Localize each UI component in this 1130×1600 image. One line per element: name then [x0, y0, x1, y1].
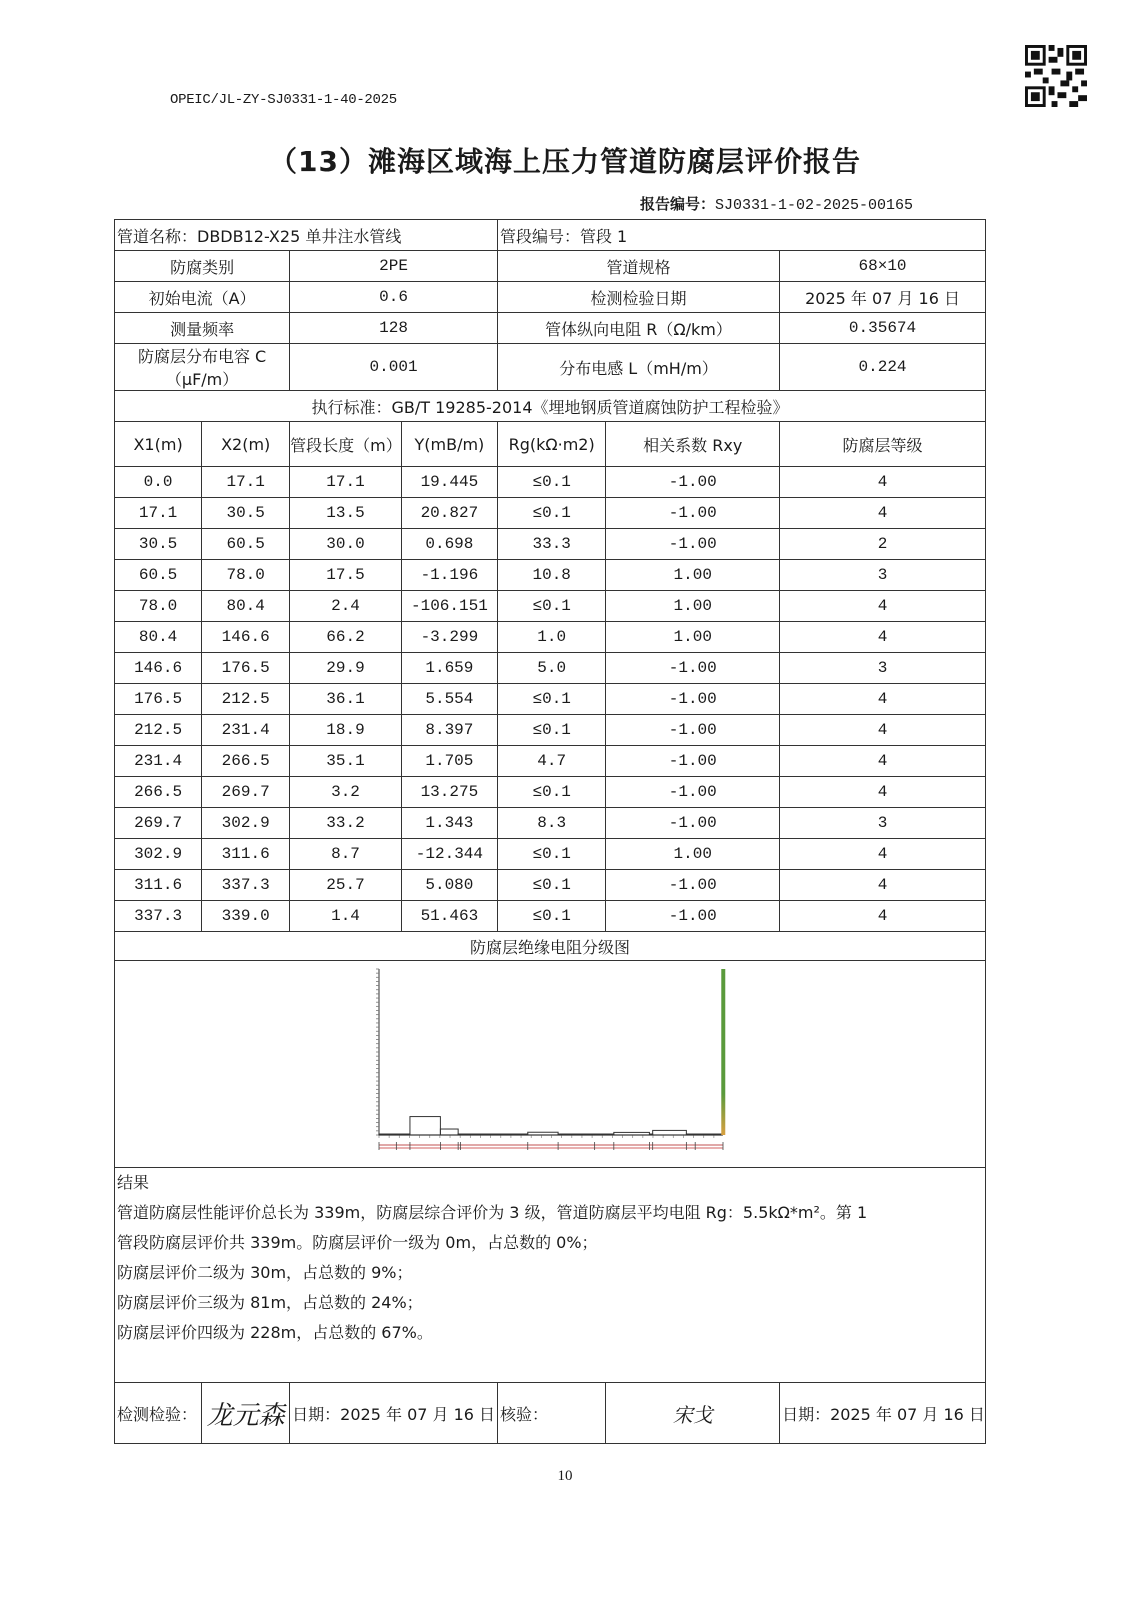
- info-key: 防腐类别: [115, 251, 290, 282]
- page-title: （13）滩海区域海上压力管道防腐层评价报告: [269, 145, 861, 178]
- segment-bar: [396, 1134, 410, 1135]
- length-cell: 2.4: [290, 591, 402, 622]
- table-row: [115, 715, 986, 746]
- y-cell: 13.275: [401, 777, 497, 808]
- info-value: 0.6: [290, 282, 498, 313]
- chart-cell: [115, 961, 986, 1168]
- table-row: [115, 746, 986, 777]
- x2-cell: 78.0: [202, 560, 290, 591]
- x1-cell: 302.9: [115, 839, 202, 870]
- pipeline-header-row: [115, 220, 986, 251]
- column-header: 防腐层等级: [780, 422, 986, 467]
- rxy-cell: -1.00: [606, 870, 780, 901]
- grade-cell: 3: [780, 653, 986, 684]
- y-cell: 20.827: [401, 498, 497, 529]
- rxy-cell: -1.00: [606, 777, 780, 808]
- x2-cell: 337.3: [202, 870, 290, 901]
- rg-cell: ≤0.1: [497, 901, 605, 932]
- document-id: OPEIC/JL-ZY-SJ0331-1-40-2025: [170, 92, 397, 108]
- segment-bar: [461, 1134, 528, 1135]
- table-row: [115, 870, 986, 901]
- qr-code-icon: [1025, 45, 1087, 107]
- chart-row: [115, 961, 986, 1168]
- rg-cell: 1.0: [497, 622, 605, 653]
- column-header: 管段长度（m）: [290, 422, 402, 467]
- x1-cell: 266.5: [115, 777, 202, 808]
- rxy-cell: 1.00: [606, 560, 780, 591]
- x1-cell: 0.0: [115, 467, 202, 498]
- info-value: 2025 年 07 月 16 日: [780, 282, 986, 313]
- length-cell: 25.7: [290, 870, 402, 901]
- table-row: [115, 808, 986, 839]
- info-value: 0.35674: [780, 313, 986, 344]
- info-key: 管道规格: [497, 251, 779, 282]
- y-cell: 1.659: [401, 653, 497, 684]
- y-cell: 5.554: [401, 684, 497, 715]
- standard-text: 执行标准：GB/T 19285-2014《埋地钢质管道腐蚀防护工程检验》: [115, 391, 986, 422]
- info-value: 68×10: [780, 251, 986, 282]
- info-row: [115, 313, 986, 344]
- x1-cell: 212.5: [115, 715, 202, 746]
- x1-cell: 311.6: [115, 870, 202, 901]
- grade-cell: 4: [780, 777, 986, 808]
- x2-cell: 339.0: [202, 901, 290, 932]
- rg-cell: ≤0.1: [497, 498, 605, 529]
- grade-cell: 4: [780, 498, 986, 529]
- length-cell: 13.5: [290, 498, 402, 529]
- grade-cell: 4: [780, 839, 986, 870]
- rg-cell: ≤0.1: [497, 777, 605, 808]
- segment-bar: [528, 1132, 558, 1135]
- x1-cell: 337.3: [115, 901, 202, 932]
- length-cell: 17.1: [290, 467, 402, 498]
- x1-cell: 30.5: [115, 529, 202, 560]
- segment-bar: [558, 1134, 595, 1135]
- info-key: 管体纵向电阻 R（Ω/km）: [497, 313, 779, 344]
- table-row: [115, 591, 986, 622]
- results-line: 管段防腐层评价共 339m。防腐层评价一级为 0m，占总数的 0%；: [117, 1233, 598, 1252]
- report-number: [640, 193, 913, 214]
- grade-cell: 3: [780, 808, 986, 839]
- results-line: 防腐层评价四级为 228m，占总数的 67%。: [117, 1323, 433, 1342]
- chart-title-row: [115, 932, 986, 961]
- x2-cell: 231.4: [202, 715, 290, 746]
- results-row: [115, 1168, 986, 1383]
- info-key: 检测检验日期: [497, 282, 779, 313]
- length-cell: 30.0: [290, 529, 402, 560]
- segment-bar: [595, 1134, 614, 1135]
- y-cell: 5.080: [401, 870, 497, 901]
- segment-number: 管段编号：管段 1: [497, 220, 985, 251]
- info-row: [115, 282, 986, 313]
- rg-cell: 10.8: [497, 560, 605, 591]
- table-row: [115, 839, 986, 870]
- info-key: 分布电感 L（mH/m）: [497, 344, 779, 391]
- x1-cell: 231.4: [115, 746, 202, 777]
- inspection-date: 日期：2025 年 07 月 16 日: [290, 1383, 498, 1444]
- grade-cell: 4: [780, 622, 986, 653]
- rxy-cell: 1.00: [606, 839, 780, 870]
- x1-cell: 17.1: [115, 498, 202, 529]
- length-cell: 8.7: [290, 839, 402, 870]
- results-heading: 结果: [117, 1173, 150, 1192]
- rxy-cell: -1.00: [606, 901, 780, 932]
- info-row: [115, 344, 986, 391]
- rxy-cell: -1.00: [606, 467, 780, 498]
- info-key: 测量频率: [115, 313, 290, 344]
- length-cell: 36.1: [290, 684, 402, 715]
- table-row: [115, 622, 986, 653]
- column-header: X2(m): [202, 422, 290, 467]
- insulation-resistance-chart: [365, 965, 737, 1161]
- x2-cell: 30.5: [202, 498, 290, 529]
- info-value: 128: [290, 313, 498, 344]
- reviewer-label: 核验：: [497, 1383, 605, 1444]
- info-key: 防腐层分布电容 C（μF/m）: [115, 344, 290, 391]
- pipeline-name: 管道名称：DBDB12-X25 单井注水管线: [115, 220, 498, 251]
- y-cell: 1.705: [401, 746, 497, 777]
- x2-cell: 266.5: [202, 746, 290, 777]
- y-cell: -12.344: [401, 839, 497, 870]
- segment-bar: [614, 1132, 650, 1135]
- column-header: Y(mB/m): [401, 422, 497, 467]
- standard-row: [115, 391, 986, 422]
- page-number: 10: [557, 1468, 573, 1484]
- rg-cell: 8.3: [497, 808, 605, 839]
- length-cell: 1.4: [290, 901, 402, 932]
- info-value: 2PE: [290, 251, 498, 282]
- x1-cell: 269.7: [115, 808, 202, 839]
- x2-cell: 60.5: [202, 529, 290, 560]
- rg-cell: ≤0.1: [497, 839, 605, 870]
- segment-bar: [440, 1129, 458, 1135]
- y-cell: 1.343: [401, 808, 497, 839]
- length-cell: 18.9: [290, 715, 402, 746]
- table-row: [115, 901, 986, 932]
- rxy-cell: -1.00: [606, 715, 780, 746]
- table-row: [115, 653, 986, 684]
- results-line: 管道防腐层性能评价总长为 339m，防腐层综合评价为 3 级，管道防腐层平均电阻 Rg：5.5kΩ*m²。第 1: [117, 1203, 868, 1222]
- rxy-cell: 1.00: [606, 622, 780, 653]
- reviewer-signature: 宋戈: [606, 1383, 780, 1444]
- rxy-cell: -1.00: [606, 684, 780, 715]
- signoff-row: [115, 1383, 986, 1444]
- grade-cell: 4: [780, 467, 986, 498]
- segment-bar: [686, 1134, 695, 1135]
- length-cell: 66.2: [290, 622, 402, 653]
- table-header-row: [115, 422, 986, 467]
- rxy-cell: -1.00: [606, 808, 780, 839]
- results-cell: [115, 1168, 986, 1383]
- results-line: 防腐层评价二级为 30m，占总数的 9%；: [117, 1263, 413, 1282]
- x1-cell: 176.5: [115, 684, 202, 715]
- x1-cell: 80.4: [115, 622, 202, 653]
- rxy-cell: -1.00: [606, 529, 780, 560]
- length-cell: 35.1: [290, 746, 402, 777]
- rg-cell: ≤0.1: [497, 591, 605, 622]
- segment-bar: [695, 1134, 721, 1135]
- table-row: [115, 560, 986, 591]
- x2-cell: 269.7: [202, 777, 290, 808]
- y-cell: 19.445: [401, 467, 497, 498]
- y-cell: -1.196: [401, 560, 497, 591]
- grade-cell: 3: [780, 560, 986, 591]
- info-key: 初始电流（A）: [115, 282, 290, 313]
- x2-cell: 176.5: [202, 653, 290, 684]
- x1-cell: 146.6: [115, 653, 202, 684]
- review-date: 日期：2025 年 07 月 16 日: [780, 1383, 986, 1444]
- marker-bar: [721, 969, 725, 1135]
- x2-cell: 212.5: [202, 684, 290, 715]
- x2-cell: 146.6: [202, 622, 290, 653]
- x2-cell: 17.1: [202, 467, 290, 498]
- rg-cell: 33.3: [497, 529, 605, 560]
- rg-cell: ≤0.1: [497, 684, 605, 715]
- column-header: 相关系数 Rxy: [606, 422, 780, 467]
- report-number-label: 报告编号：: [640, 195, 716, 213]
- column-header: Rg(kΩ·m2): [497, 422, 605, 467]
- rg-cell: ≤0.1: [497, 870, 605, 901]
- segment-bar: [410, 1117, 440, 1135]
- report-number-value: SJ0331-1-02-2025-00165: [715, 197, 914, 214]
- data-rows: [115, 467, 986, 932]
- length-cell: 33.2: [290, 808, 402, 839]
- y-cell: 0.698: [401, 529, 497, 560]
- grade-cell: 4: [780, 684, 986, 715]
- grade-cell: 4: [780, 715, 986, 746]
- table-row: [115, 498, 986, 529]
- length-cell: 3.2: [290, 777, 402, 808]
- x2-cell: 311.6: [202, 839, 290, 870]
- y-cell: 51.463: [401, 901, 497, 932]
- length-cell: 29.9: [290, 653, 402, 684]
- info-row: [115, 251, 986, 282]
- rxy-cell: 1.00: [606, 591, 780, 622]
- results-line: 防腐层评价三级为 81m，占总数的 24%；: [117, 1293, 423, 1312]
- table-row: [115, 467, 986, 498]
- rxy-cell: -1.00: [606, 746, 780, 777]
- x1-cell: 78.0: [115, 591, 202, 622]
- y-cell: -3.299: [401, 622, 497, 653]
- grade-cell: 4: [780, 746, 986, 777]
- report-table: [114, 219, 986, 1444]
- column-header: X1(m): [115, 422, 202, 467]
- y-cell: -106.151: [401, 591, 497, 622]
- x2-cell: 302.9: [202, 808, 290, 839]
- table-row: [115, 777, 986, 808]
- rg-cell: ≤0.1: [497, 715, 605, 746]
- grade-cell: 4: [780, 591, 986, 622]
- rxy-cell: -1.00: [606, 653, 780, 684]
- x1-cell: 60.5: [115, 560, 202, 591]
- grade-cell: 4: [780, 901, 986, 932]
- info-value: 0.001: [290, 344, 498, 391]
- grade-cell: 4: [780, 870, 986, 901]
- table-row: [115, 529, 986, 560]
- table-row: [115, 684, 986, 715]
- length-cell: 17.5: [290, 560, 402, 591]
- grade-cell: 2: [780, 529, 986, 560]
- segment-bar: [653, 1130, 687, 1135]
- y-cell: 8.397: [401, 715, 497, 746]
- info-value: 0.224: [780, 344, 986, 391]
- inspector-signature: 龙元森: [202, 1383, 290, 1444]
- x2-cell: 80.4: [202, 591, 290, 622]
- chart-title: 防腐层绝缘电阻分级图: [115, 932, 986, 961]
- inspector-label: 检测检验：: [115, 1383, 202, 1444]
- rxy-cell: -1.00: [606, 498, 780, 529]
- rg-cell: ≤0.1: [497, 467, 605, 498]
- rg-cell: 5.0: [497, 653, 605, 684]
- segment-bar: [379, 1134, 396, 1135]
- rg-cell: 4.7: [497, 746, 605, 777]
